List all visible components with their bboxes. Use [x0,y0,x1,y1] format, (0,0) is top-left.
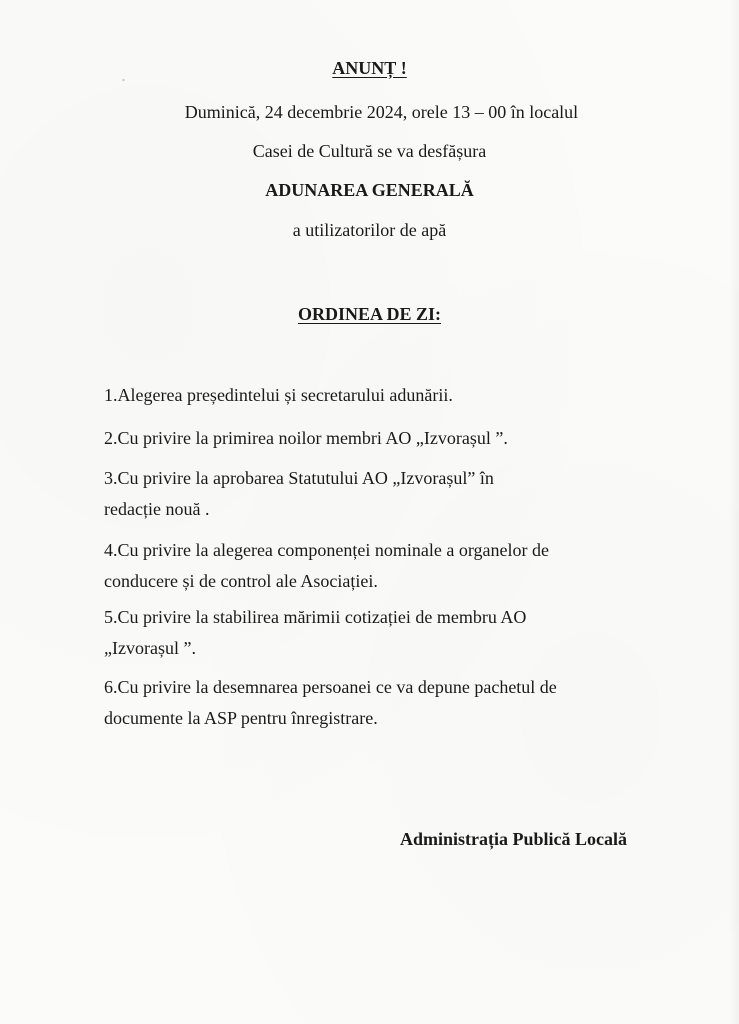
notice-title: ANUNȚ ! [332,58,407,78]
notice-line-venue: Casei de Cultură se va desfășura [252,141,487,161]
agenda-item-3 [104,463,664,525]
agenda-item-line-cont: documente la ASP pentru înregistrare. [104,708,378,728]
agenda-item-4 [104,535,664,597]
notice-line-date: Duminică, 24 decembrie 2024, orele 13 – 00 în localul [184,102,579,122]
agenda-item-line: 6.Cu privire la desemnarea persoanei ce va depune pachetul de [104,677,557,697]
agenda-item-6 [104,672,664,734]
event-title: ADUNAREA GENERALĂ [265,180,474,200]
agenda-item-5 [104,602,664,664]
agenda-item-line: 2.Cu privire la primirea noilor membri AO „Izvorașul ”. [104,428,508,448]
agenda-item-2 [104,423,664,454]
agenda-item-line: 5.Cu privire la stabilirea mărimii cotizației de membru AO [104,607,527,627]
agenda-item-line-cont: „Izvorașul ”. [104,638,196,658]
agenda-item-line: 4.Cu privire la alegerea componenței nominale a organelor de [104,540,549,560]
signature-authority: Administrația Publică Locală [400,829,628,849]
agenda-item-line: 3.Cu privire la aprobarea Statutului AO „Izvorașul” în [104,468,494,488]
ink-speck: ˚ [122,78,125,88]
agenda-item-line: 1.Alegerea președintelui și secretarului adunării. [104,385,453,405]
agenda-item-line-cont: conducere și de control ale Asociației. [104,571,378,591]
agenda-item-line-cont: redacție nouă . [104,499,210,519]
notice-line-audience: a utilizatorilor de apă [292,220,447,240]
agenda-heading: ORDINEA DE ZI: [297,304,442,324]
agenda-item-1 [104,380,664,411]
